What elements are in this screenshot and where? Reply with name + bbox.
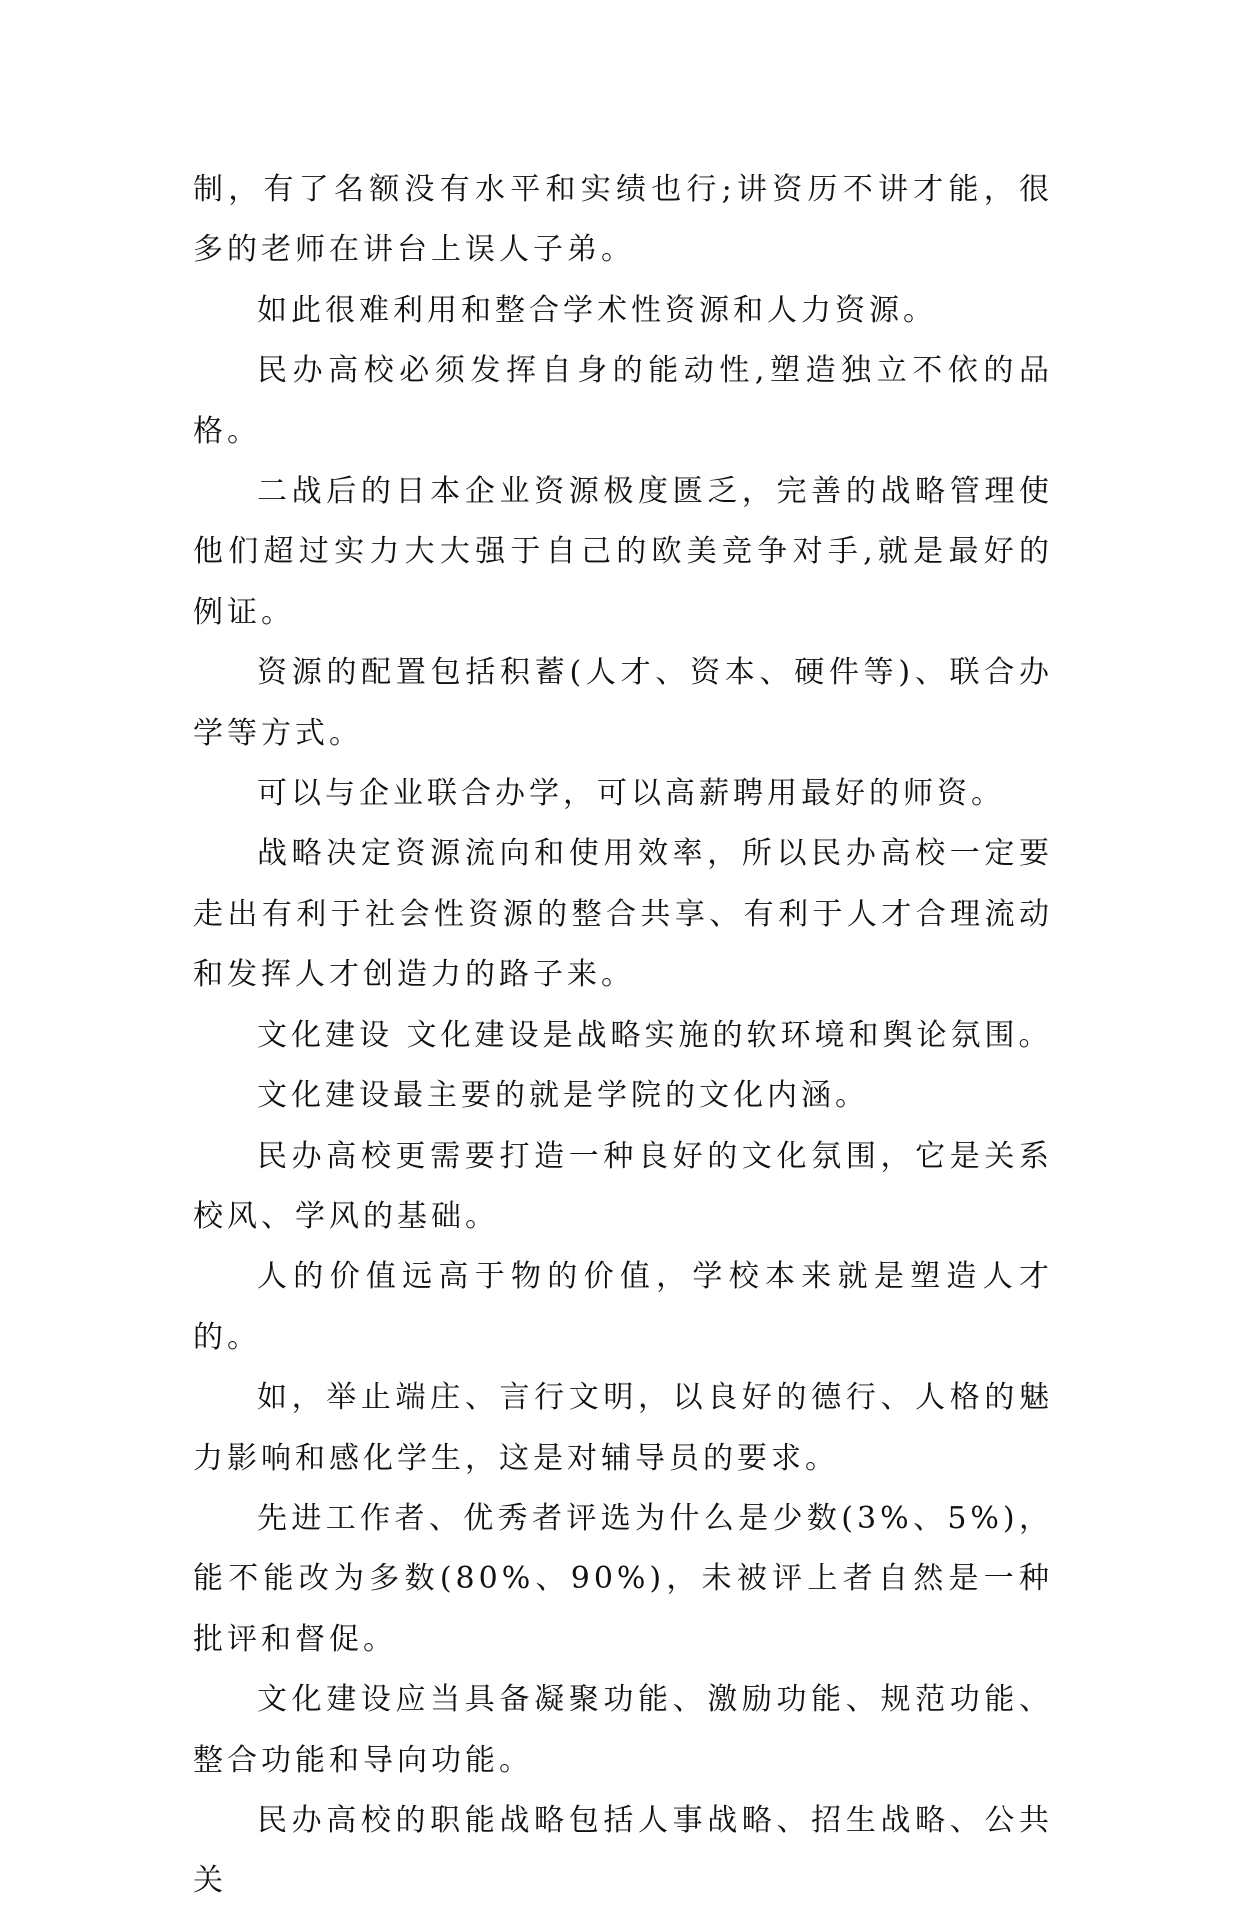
paragraph-6: 可以与企业联合办学，可以高薪聘用最好的师资。 — [257, 776, 1005, 812]
paragraph-14: 文化建设应当具备凝聚功能、激励功能、规范功能、整合功能和导向功能。 — [193, 1682, 1053, 1778]
paragraph-8: 文化建设 文化建设是战略实施的软环境和舆论氛围。 — [257, 1017, 1053, 1053]
paragraph-2: 如此很难利用和整合学术性资源和人力资源。 — [257, 292, 937, 328]
paragraph-1: 制，有了名额没有水平和实绩也行;讲资历不讲才能，很多的老师在讲台上误人子弟。 — [193, 172, 1053, 268]
paragraph-12: 如，举止端庄、言行文明，以良好的德行、人格的魅力影响和感化学生，这是对辅导员的要求。 — [193, 1380, 1053, 1476]
paragraph-13: 先进工作者、优秀者评选为什么是少数(3%、5%)，能不能改为多数(80%、90%)，未被评上者自然是一种批评和督促。 — [193, 1500, 1053, 1657]
document-body — [193, 160, 1053, 1912]
paragraph-3: 民办高校必须发挥自身的能动性,塑造独立不依的品格。 — [193, 353, 1053, 449]
paragraph-5: 资源的配置包括积蓄(人才、资本、硬件等)、联合办学等方式。 — [193, 655, 1053, 751]
paragraph-7: 战略决定资源流向和使用效率，所以民办高校一定要走出有利于社会性资源的整合共享、有利于人才合理流动和发挥人才创造力的路子来。 — [193, 836, 1053, 993]
paragraph-15: 民办高校的职能战略包括人事战略、招生战略、公共关 — [193, 1802, 1053, 1899]
paragraph-10: 民办高校更需要打造一种良好的文化氛围，它是关系校风、学风的基础。 — [193, 1138, 1053, 1234]
paragraph-4: 二战后的日本企业资源极度匮乏，完善的战略管理使他们超过实力大大强于自己的欧美竞争对手,就是最好的例证。 — [193, 474, 1053, 630]
paragraph-11: 人的价值远高于物的价值，学校本来就是塑造人才的。 — [193, 1259, 1053, 1355]
paragraph-9: 文化建设最主要的就是学院的文化内涵。 — [257, 1078, 869, 1114]
